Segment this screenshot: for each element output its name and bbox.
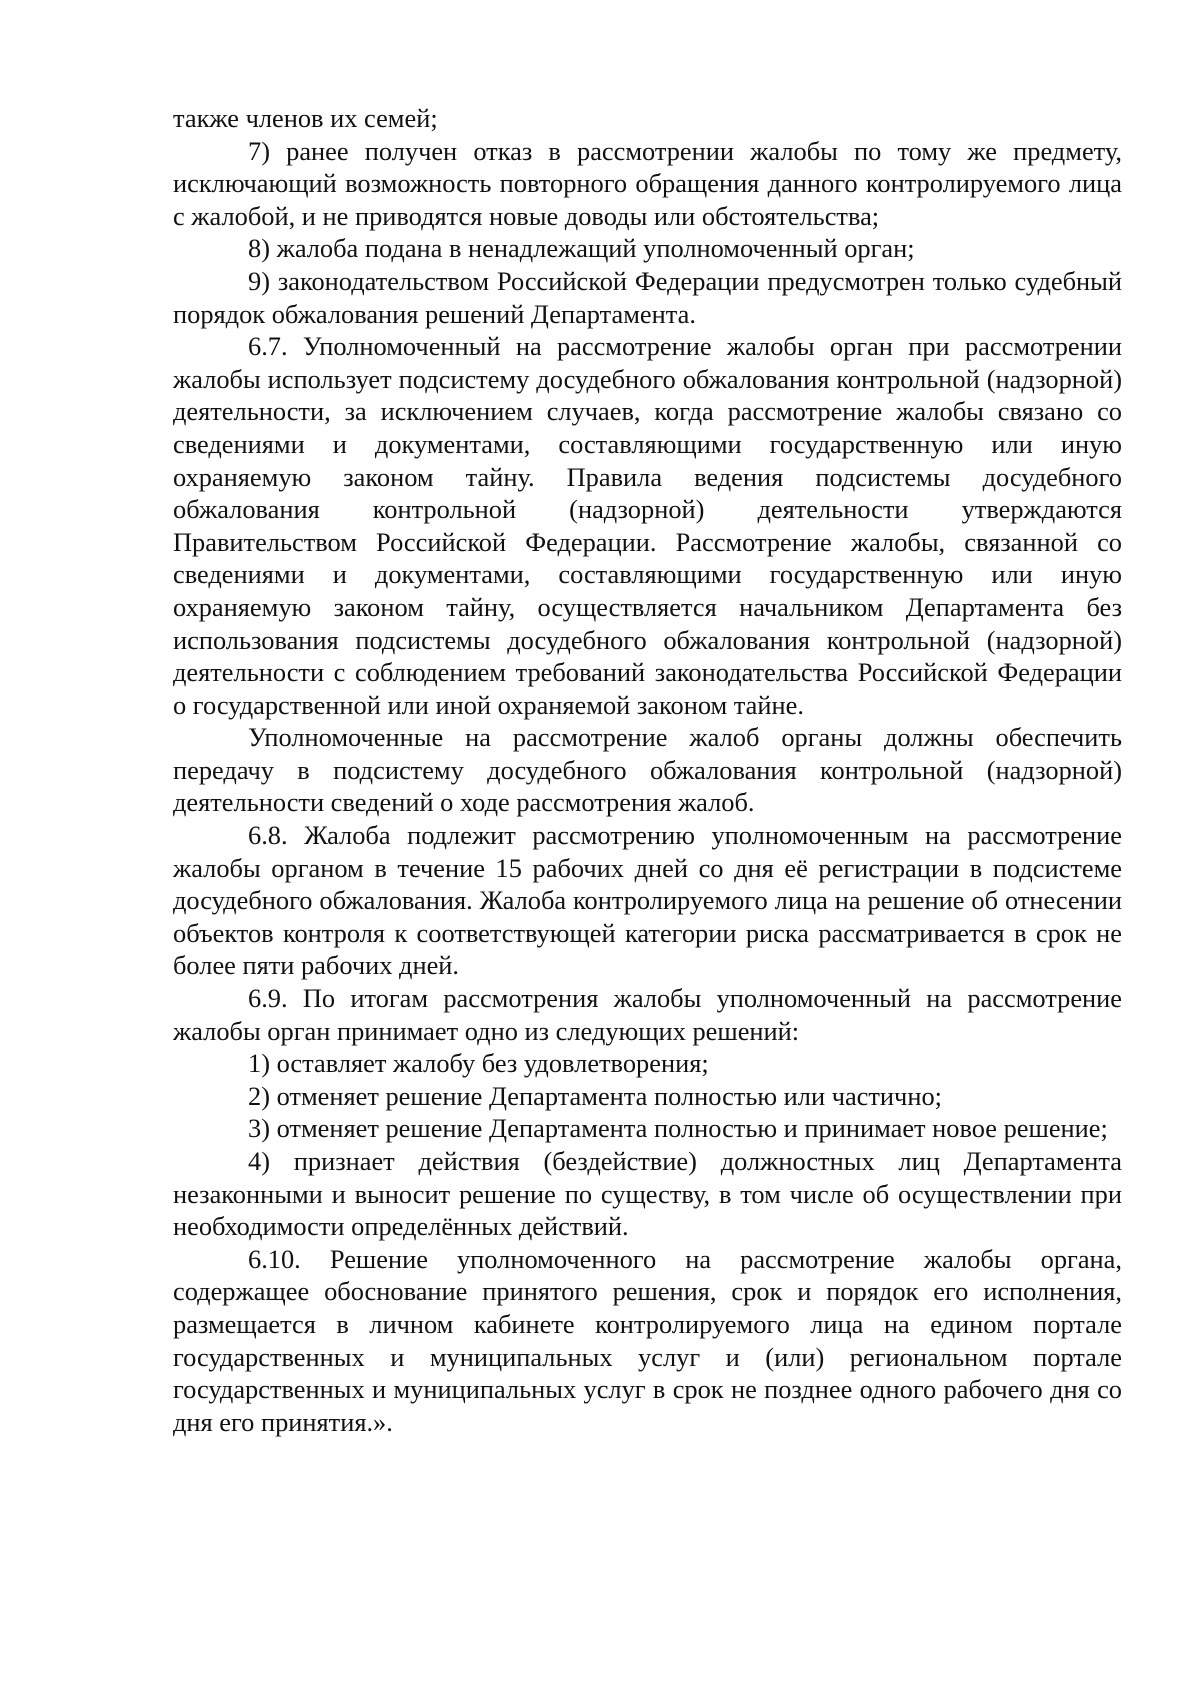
document-page [173, 102, 1122, 1438]
paragraph-6-10: 6.10. Решение уполномоченного на рассмотрение жалобы органа, содержащее обоснование принятого решения, срок и порядок его исполнения, размещается в личном кабинете контролируемого лица на едином портале государственных и муниципальных услуг и (или) региональном портале государственных и муниципальных услуг в срок не позднее одного рабочего дня со дня его принятия.». [173, 1243, 1122, 1437]
paragraph-item-7: 7) ранее получен отказ в рассмотрении жалобы по тому же предмету, исключающий возможность повторного обращения данного контролируемого лица с жалобой, и не приводятся новые доводы или обстоятельства; [173, 135, 1122, 231]
paragraph-6-8: 6.8. Жалоба подлежит рассмотрению уполномоченным на рассмотрение жалобы органом в течение 15 рабочих дней со дня её регистрации в подсистеме досудебного обжалования. Жалоба контролируемого лица на решение об отнесении объектов контроля к соответствующей категории риска рассматривается в срок не более пяти рабочих дней. [173, 820, 1122, 981]
paragraph-item-9: 9) законодательством Российской Федерации предусмотрен только судебный порядок обжалования решений Департамента. [173, 265, 1122, 329]
paragraph-item-8: 8) жалоба подана в ненадлежащий уполномоченный орган; [248, 233, 915, 264]
paragraph-decision-2: 2) отменяет решение Департамента полностью или частично; [248, 1080, 942, 1111]
paragraph-6-9: 6.9. По итогам рассмотрения жалобы уполномоченный на рассмотрение жалобы орган принимает одно из следующих решений: [173, 983, 1122, 1046]
paragraph-6-7: 6.7. Уполномоченный на рассмотрение жалобы орган при рассмотрении жалобы использует подсистему досудебного обжалования контрольной (надзорной) деятельности, за исключением случаев, когда рассмотрение жалобы связано со сведениями и документами, составляющими государственную или иную охраняемую законом тайну. Правила ведения подсистемы досудебного обжалования контрольной (надзорной) деятельности утверждаются Правительством Российской Федерации. Рассмотрение жалобы, связанной со сведениями и документами, составляющими государственную или иную охраняемую законом тайну, осуществляется начальником Департамента без использования подсистемы досудебного обжалования контрольной (надзорной) деятельности с соблюдением требований законодательства Российской Федерации о государственной или иной охраняемой законом тайне. [173, 331, 1122, 720]
paragraph-family-members: также членов их семей; [173, 103, 438, 133]
paragraph-authorized-bodies: Уполномоченные на рассмотрение жалоб органы должны обеспечить передачу в подсистему досудебного обжалования контрольной (надзорной) деятельности сведений о ходе рассмотрения жалоб. [173, 722, 1122, 818]
paragraph-decision-1: 1) оставляет жалобу без удовлетворения; [248, 1048, 709, 1079]
paragraph-decision-4: 4) признает действия (бездействие) должностных лиц Департамента незаконными и выносит решение по существу, в том числе об осуществлении при необходимости определённых действий. [173, 1146, 1122, 1242]
paragraph-decision-3: 3) отменяет решение Департамента полностью и принимает новое решение; [248, 1113, 1108, 1144]
